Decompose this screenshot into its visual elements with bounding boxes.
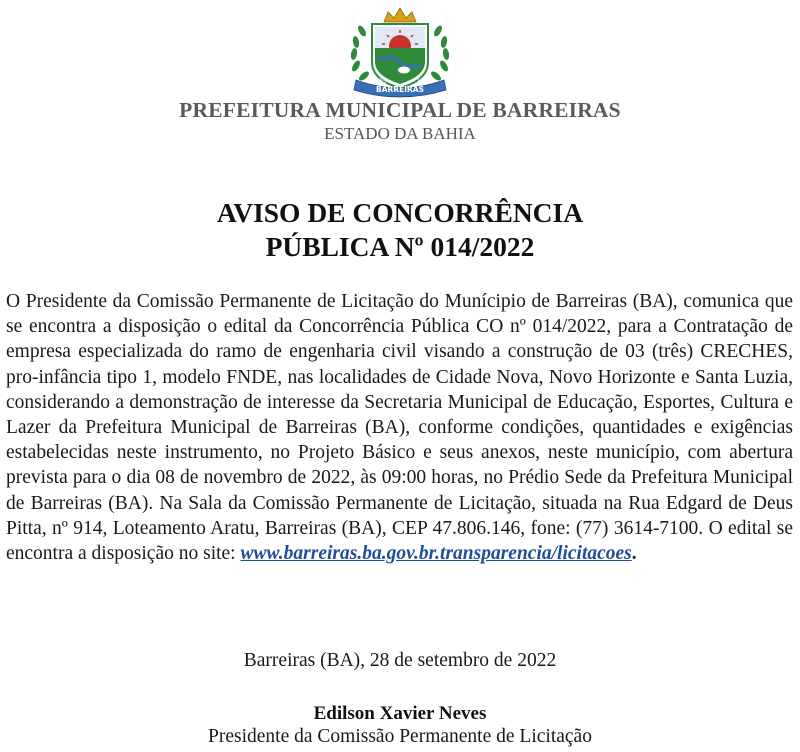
- notice-title-line-1: AVISO DE CONCORRÊNCIA: [216, 197, 584, 228]
- svg-text:BARREIRAS: BARREIRAS: [376, 85, 424, 94]
- notice-title: [0, 196, 800, 264]
- notice-body-text: O Presidente da Comissão Permanente de Licitação do Munícipio de Barreiras (BA), comunica que se encontra a disposição o edital da Concorrência Pública CO nº 014/2022, para a Contratação de empresa especializada do ramo de engenharia civil visando a construção de 03 (três) CRECHES, pro-infância tipo 1, modelo FNDE, nas localidades de Cidade Nova, Novo Horizonte e Santa Luzia, considerando a demonstração de interesse da Secretaria Municipal de Educação, Esportes, Cultura e Lazer da Prefeitura Municipal de Barreiras (BA), conforme condições, quantidades e exigências estabelecidas neste instrumento, no Projeto Básico e seus anexos, neste município, com abertura prevista para o dia 08 de novembro de 2022, às 09:00 horas, no Prédio Sede da Prefeitura Municipal de Barreiras (BA). Na Sala da Comissão Permanente de Licitação, situada na Rua Edgard de Deus Pitta, nº 914, Loteamento Aratu, Barreiras (BA), CEP 47.806.146, fone: (77) 3614-7100. O edital se encontra a disposição no site:: [6, 291, 793, 565]
- place-and-date: Barreiras (BA), 28 de setembro de 2022: [243, 650, 557, 671]
- transparency-site-link[interactable]: www.barreiras.ba.gov.br.transparencia/licitacoes: [240, 543, 632, 565]
- svg-text:1891: 1891: [416, 78, 432, 85]
- notice-body: [6, 289, 793, 566]
- notice-body-end: .: [631, 543, 637, 565]
- signer-role: Presidente da Comissão Permanente de Licitação: [208, 726, 592, 747]
- signer-name: Edilson Xavier Neves: [313, 703, 487, 724]
- municipal-seal-icon: [342, 4, 458, 100]
- notice-title-line-2: PÚBLICA Nº 014/2022: [265, 231, 535, 262]
- organization-state: ESTADO DA BAHIA: [324, 124, 476, 143]
- svg-text:26/05: 26/05: [369, 78, 387, 85]
- organization-name: PREFEITURA MUNICIPAL DE BARREIRAS: [179, 98, 621, 122]
